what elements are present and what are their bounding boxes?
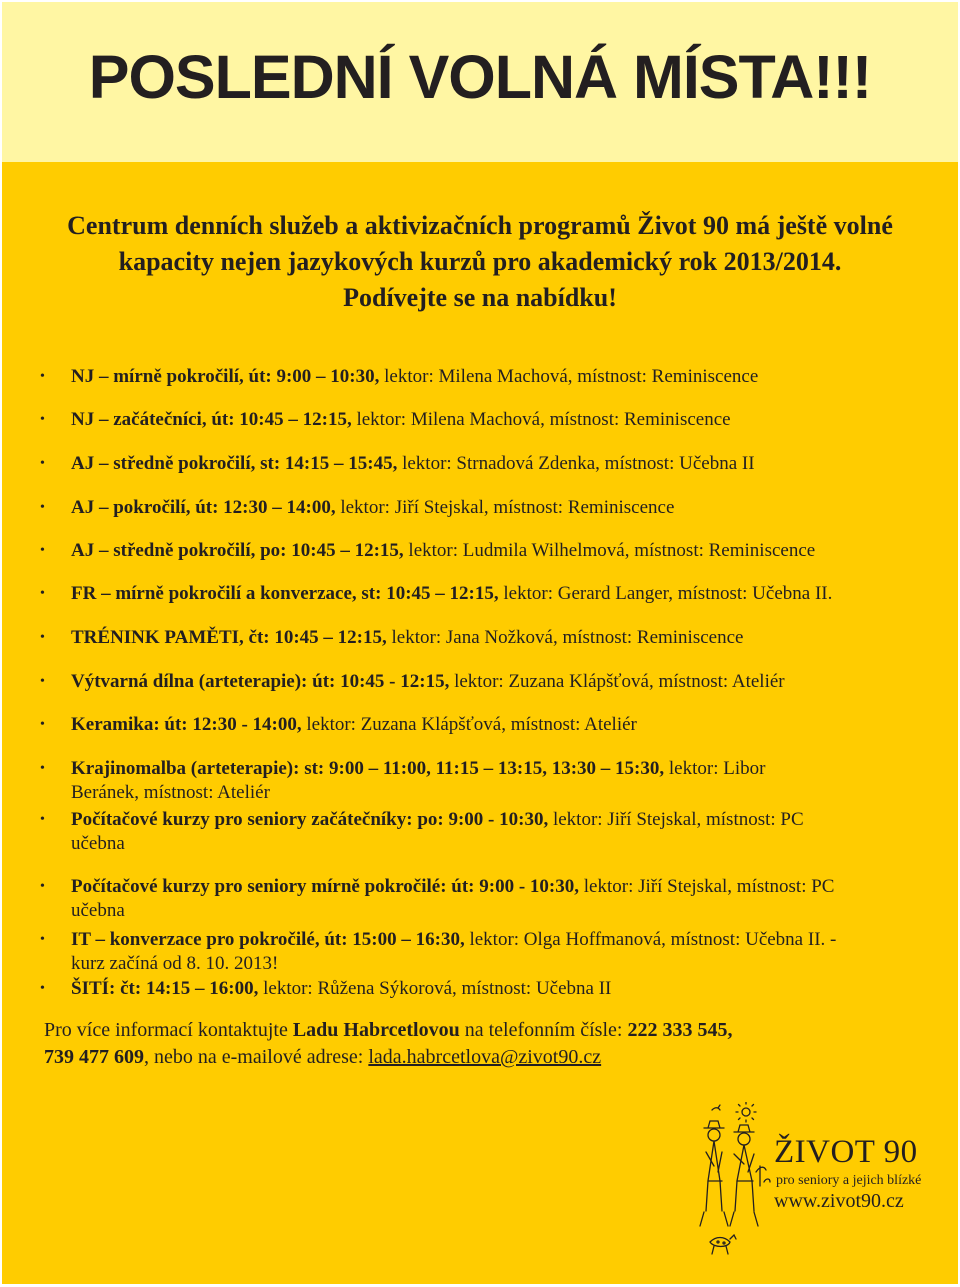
course-item: [40, 875, 940, 923]
intro-line-3: Podívejte se na nabídku!: [343, 283, 617, 312]
course-details: lektor: Olga Hoffmanová, místnost: Učebna II. -: [464, 929, 837, 950]
bullet-icon: •: [40, 674, 45, 689]
course-text: [71, 928, 940, 952]
bullet-icon: •: [40, 500, 45, 515]
course-item: [40, 670, 940, 694]
course-text: [71, 365, 940, 389]
course-text: [71, 808, 940, 832]
headline: POSLEDNÍ VOLNÁ MÍSTA!!!: [88, 43, 872, 111]
course-title: AJ – středně pokročilí, st: 14:15 – 15:45,: [71, 453, 398, 474]
course-title: Krajinomalba (arteterapie): st: 9:00 – 11:00, 11:15 – 13:15, 13:30 – 15:30,: [71, 758, 665, 779]
course-details-continued: učebna: [71, 900, 125, 921]
course-item: [40, 626, 940, 650]
header-band: [2, 2, 958, 162]
contact-info: [44, 1017, 934, 1071]
seniors-illustration-icon: [694, 1102, 774, 1262]
course-text: [71, 977, 940, 1001]
contact-line-1: [44, 1017, 934, 1044]
course-title: ŠITÍ: čt: 14:15 – 16:00,: [71, 978, 259, 999]
course-details: lektor: Ludmila Wilhelmová, místnost: Reminiscence: [403, 540, 816, 561]
course-details: lektor: Strnadová Zdenka, místnost: Učebna II: [397, 453, 755, 474]
bullet-icon: •: [40, 630, 45, 645]
course-title: Počítačové kurzy pro seniory začátečníky: po: 9:00 - 10:30,: [71, 809, 549, 830]
course-details: lektor: Jiří Stejskal, místnost: Reminiscence: [335, 497, 675, 518]
bullet-icon: •: [40, 717, 45, 732]
bullet-icon: •: [40, 586, 45, 601]
bullet-icon: •: [40, 412, 45, 427]
course-title: TRÉNINK PAMĚTI, čt: 10:45 – 12:15,: [71, 627, 387, 648]
course-details: lektor: Růžena Sýkorová, místnost: Učebna II: [258, 978, 612, 999]
course-details: lektor: Jiří Stejskal, místnost: PC: [579, 876, 835, 897]
bullet-icon: •: [40, 932, 45, 947]
course-details: lektor: Zuzana Klápšťová, místnost: Ateliér: [301, 714, 637, 735]
zivot90-logo: [694, 1102, 944, 1262]
main-panel: [2, 162, 958, 1284]
course-text: [71, 582, 940, 606]
course-title: AJ – pokročilí, út: 12:30 – 14:00,: [71, 497, 336, 518]
course-item: [40, 582, 940, 606]
contact-phone-2: 739 477 609: [44, 1046, 144, 1068]
contact-prefix: Pro více informací kontaktujte: [44, 1019, 293, 1041]
contact-name: Ladu Habrcetlovou: [292, 1019, 460, 1041]
course-text: [71, 539, 940, 563]
course-item: [40, 539, 940, 563]
bullet-icon: •: [40, 761, 45, 776]
contact-line-2: [44, 1044, 934, 1071]
bullet-icon: •: [40, 981, 45, 996]
course-title: Keramika: út: 12:30 - 14:00,: [71, 714, 302, 735]
bullet-icon: •: [40, 543, 45, 558]
course-item: [40, 713, 940, 737]
bullet-icon: •: [40, 879, 45, 894]
course-details: lektor: Jiří Stejskal, místnost: PC: [548, 809, 804, 830]
course-details: lektor: Milena Machová, místnost: Reminiscence: [379, 366, 759, 387]
bullet-icon: •: [40, 456, 45, 471]
course-title: NJ – začátečníci, út: 10:45 – 12:15,: [71, 409, 352, 430]
course-text: [71, 408, 940, 432]
course-item: [40, 408, 940, 432]
course-details: lektor: Zuzana Klápšťová, místnost: Ateliér: [449, 671, 785, 692]
contact-mid: na telefonním čísle:: [459, 1019, 628, 1041]
course-title: IT – konverzace pro pokročilé, út: 15:00 – 16:30,: [71, 929, 465, 950]
course-title: NJ – mírně pokročilí, út: 9:00 – 10:30,: [71, 366, 380, 387]
course-details-continued: kurz začíná od 8. 10. 2013!: [71, 953, 279, 974]
course-text: [71, 496, 940, 520]
logo-subtitle: pro seniory a jejich blízké: [776, 1173, 922, 1188]
course-title: Výtvarná dílna (arteterapie): út: 10:45 - 12:15,: [71, 671, 450, 692]
course-text: [71, 452, 940, 476]
course-item: [40, 808, 940, 856]
course-text: [71, 713, 940, 737]
course-details: lektor: Jana Nožková, místnost: Reminiscence: [386, 627, 744, 648]
course-details-continued: učebna: [71, 833, 125, 854]
contact-phone-1: 222 333 545,: [627, 1019, 733, 1041]
email-link[interactable]: lada.habrcetlova@zivot90.cz: [368, 1046, 602, 1068]
course-details-continued: Beránek, místnost: Ateliér: [71, 782, 270, 803]
course-item: [40, 496, 940, 520]
course-item: [40, 757, 940, 805]
course-details: lektor: Gerard Langer, místnost: Učebna II.: [498, 583, 833, 604]
contact-mid-2: , nebo na e-mailové adrese:: [144, 1046, 369, 1068]
course-item: [40, 977, 940, 1001]
course-details: lektor: Milena Machová, místnost: Reminiscence: [351, 409, 731, 430]
course-title: Počítačové kurzy pro seniory mírně pokročilé: út: 9:00 - 10:30,: [71, 876, 579, 897]
logo-title: ŽIVOT 90: [774, 1134, 918, 1170]
logo-website[interactable]: www.zivot90.cz: [774, 1190, 904, 1212]
intro-line-1: Centrum denních služeb a aktivizačních programů Život 90 má ještě volné: [67, 211, 893, 240]
course-details: lektor: Libor: [664, 758, 766, 779]
course-text: [71, 875, 940, 899]
course-title: AJ – středně pokročilí, po: 10:45 – 12:15,: [71, 540, 404, 561]
course-text: [71, 757, 940, 781]
intro-line-2: kapacity nejen jazykových kurzů pro akademický rok 2013/2014.: [118, 247, 842, 276]
course-item: [40, 365, 940, 389]
bullet-icon: •: [40, 369, 45, 384]
intro-paragraph: [2, 208, 958, 316]
course-item: [40, 452, 940, 476]
bullet-icon: •: [40, 812, 45, 827]
course-text: [71, 626, 940, 650]
course-text: [71, 670, 940, 694]
course-title: FR – mírně pokročilí a konverzace, st: 10:45 – 12:15,: [71, 583, 499, 604]
course-item: [40, 928, 940, 976]
